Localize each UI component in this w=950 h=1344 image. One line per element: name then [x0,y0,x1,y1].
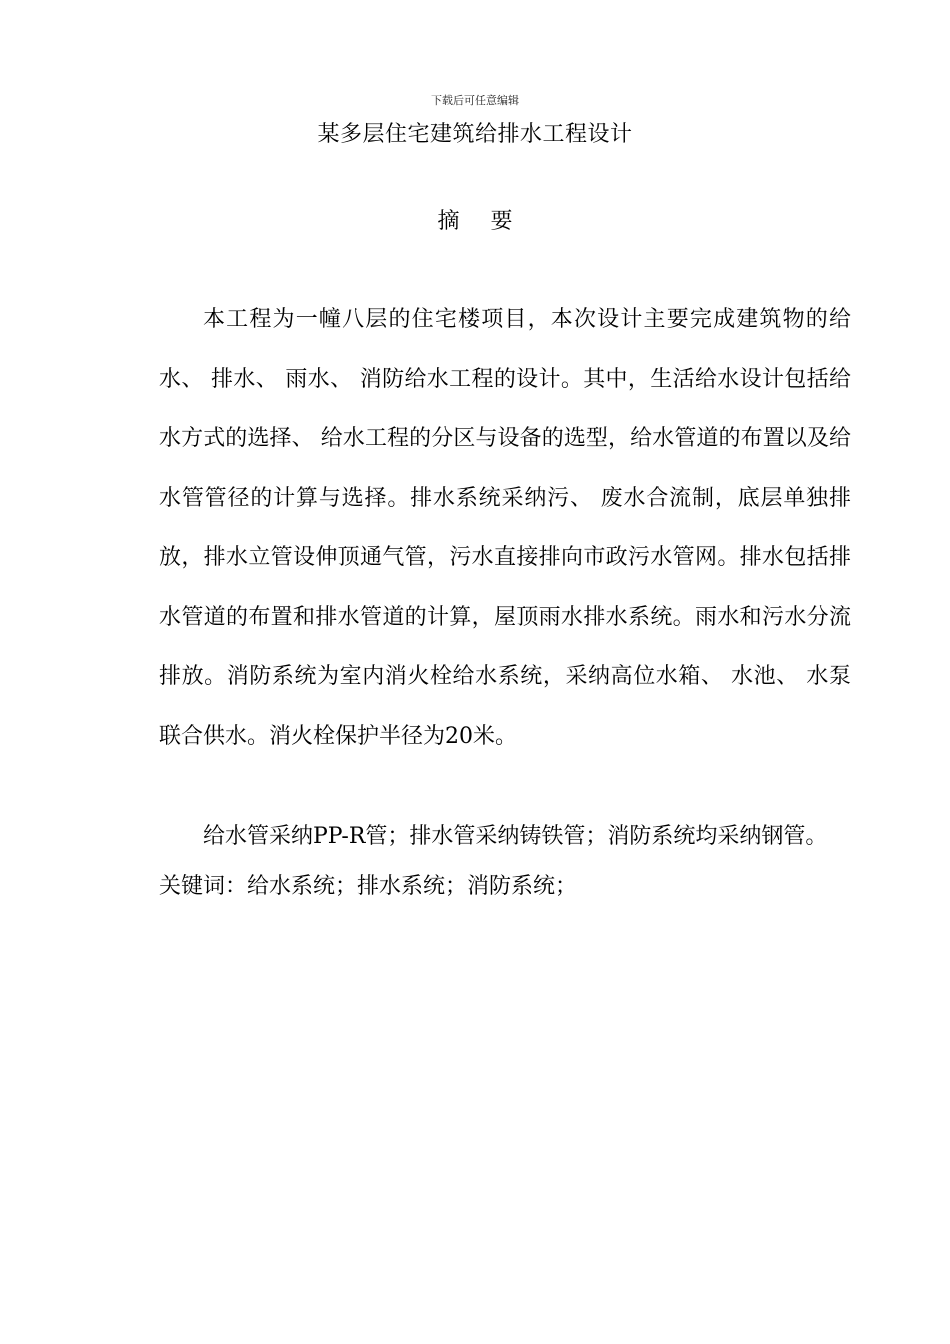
header-note: 下载后可任意编辑 [431,94,519,107]
pipe-materials-paragraph: 给水管采纳PP-R管；排水管采纳铸铁管；消防系统均采纳钢管。 [203,824,828,849]
keywords-line: 关键词：给水系统；排水系统；消防系统； [159,874,578,899]
abstract-paragraph: 本工程为一幢八层的住宅楼项目，本次设计主要完成建筑物的给水、 排水、 雨水、 消防给水工程的设计。其中，生活给水设计包括给水方式的选择、 给水工程的分区与设备的选型，给水管道的布置以及给水管管径的计算与选择。排水系统采纳污、 废水合流制，底层单独排放，排水立管设伸顶通气管，污水直接排向市政污水管网。排水包括排水管道的布置和排水管道的计算，屋顶雨水排水系统。雨水和污水分流排放。消防系统为室内消火栓给水系统，采纳高位水箱、 水池、 水泵联合供水。消火栓保护半径为20米。 [159,307,851,749]
document-title: 某多层住宅建筑给排水工程设计 [317,122,633,147]
abstract-heading: 摘 要 [437,209,525,234]
